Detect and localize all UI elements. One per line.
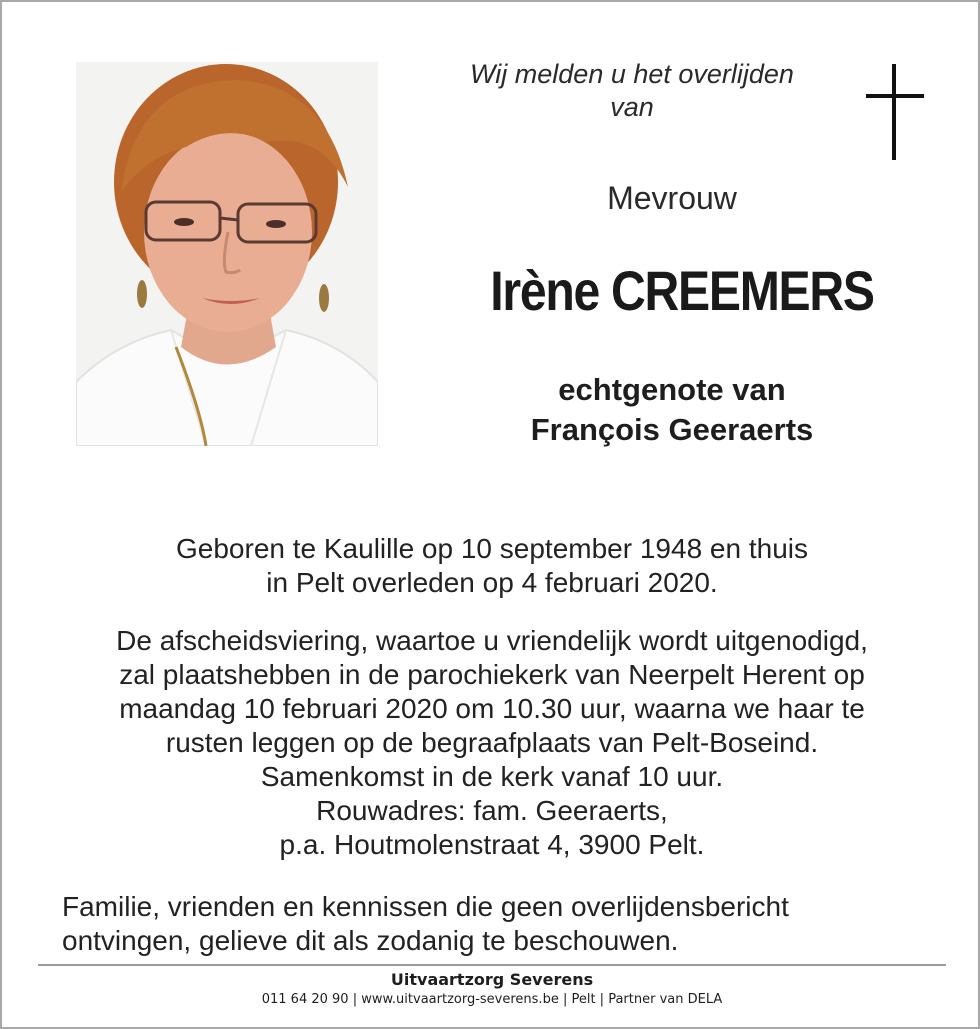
deceased-name: Irène CREEMERS <box>490 259 874 322</box>
ceremony-line: rusten leggen op de begraafplaats van Pelt-Boseind. <box>165 727 819 758</box>
spouse-block <box>462 370 882 450</box>
footer-divider <box>38 964 946 966</box>
notice-line-1: Familie, vrienden en kennissen die geen overlijdensbericht <box>62 891 789 922</box>
spouse-line-2: François Geeraerts <box>530 412 814 447</box>
honorific: Mevrouw <box>607 180 737 216</box>
intro-text <box>422 58 842 124</box>
funeral-home-contact: 011 64 20 90 | www.uitvaartzorg-severens.be | Pelt | Partner van DELA <box>261 992 723 1007</box>
ceremony-line: Samenkomst in de kerk vanaf 10 uur. <box>260 761 724 792</box>
notice-line-2: ontvingen, gelieve dit als zodanig te beschouwen. <box>62 925 679 956</box>
ceremony-line: De afscheidsviering, waartoe u vriendelijk wordt uitgenodigd, <box>116 625 868 656</box>
ceremony-text <box>42 624 942 862</box>
portrait-photo <box>76 62 378 446</box>
cross-icon <box>864 64 926 162</box>
notice-text <box>62 890 942 958</box>
born-line-2: in Pelt overleden op 4 februari 2020. <box>266 567 718 598</box>
intro-line-2: van <box>610 92 654 122</box>
spouse-line-1: echtgenote van <box>558 372 786 407</box>
ceremony-line: Rouwadres: fam. Geeraerts, <box>316 795 668 826</box>
born-line-1: Geboren te Kaulille op 10 september 1948 en thuis <box>176 533 808 564</box>
intro-line-1: Wij melden u het overlijden <box>470 59 794 89</box>
ceremony-line: maandag 10 februari 2020 om 10.30 uur, waarna we haar te <box>119 693 865 724</box>
ceremony-line: zal plaatshebben in de parochiekerk van Neerpelt Herent op <box>119 659 865 690</box>
birth-death-text <box>62 532 922 600</box>
funeral-home-name: Uitvaartzorg Severens <box>390 970 594 989</box>
ceremony-line: p.a. Houtmolenstraat 4, 3900 Pelt. <box>279 829 705 860</box>
